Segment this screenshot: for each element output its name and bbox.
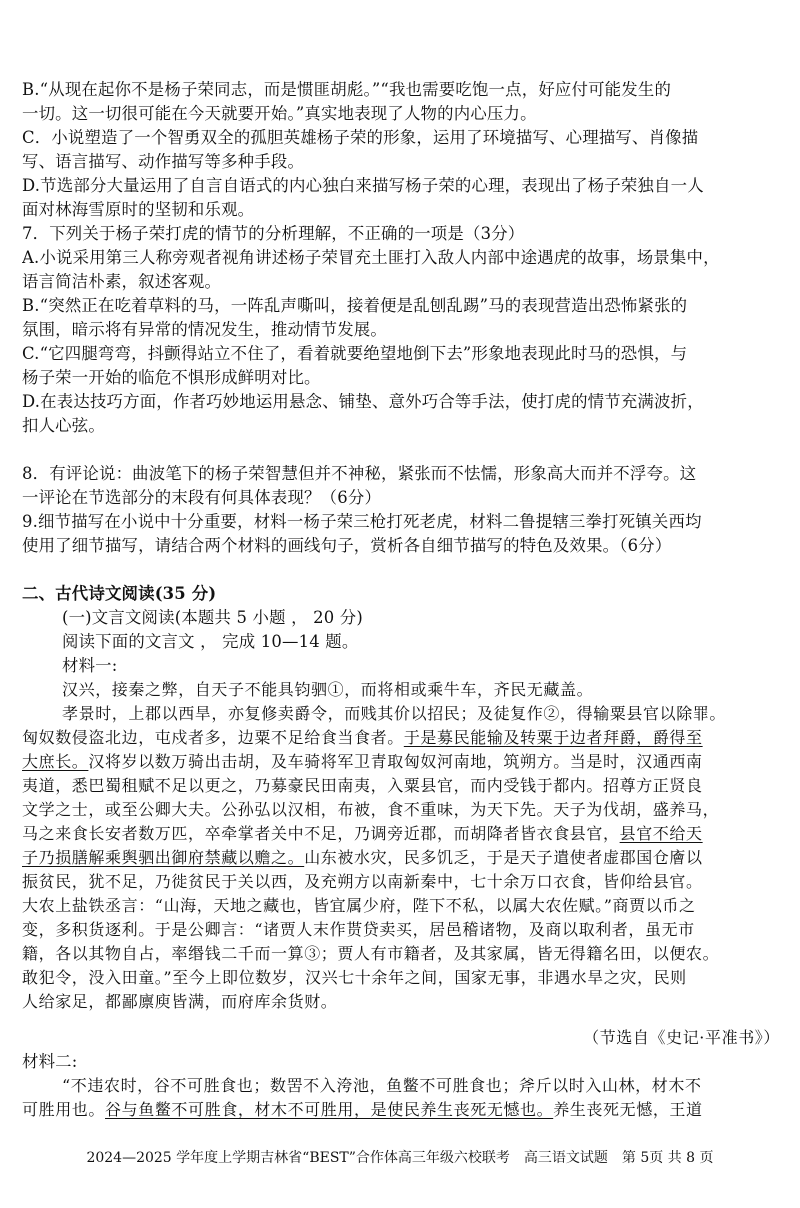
m1-line-9: 振贫民，犹不足，乃徙贫民于关以西，及充朔方以南新秦中，七十余万口衣食，皆仰给县官。 <box>22 872 703 891</box>
m1-line-13: 敢犯令，没入田童。”至今上即位数岁，汉兴七十余年之间，国家无事，非遇水旱之灾，民则 <box>22 968 687 987</box>
m1-line-3-text: 匈奴数侵盗北边，屯戍者多，边粟不足给食当食者。 <box>22 728 404 747</box>
underlined-sentence-1b: 大庶长。 <box>22 752 89 771</box>
q7-option-b-line-1: B.“突然正在吃着草料的马，一阵乱声嘶叫，接着便是乱刨乱踢”马的表现营造出恐怖紧张的 <box>22 296 688 315</box>
m2-line-2-tail: 养生丧死无憾，王道 <box>553 1100 703 1119</box>
question-9-line-2: 使用了细节描写，请结合两个材料的画线句子，赏析各自细节描写的特色及效果。（6分） <box>22 536 672 555</box>
m1-line-10: 大农上盐铁丞言：“山海，天地之藏也，皆宜属少府，陛下不私，以属大农佐赋。”商贾以币之 <box>22 896 696 915</box>
m1-line-3 <box>22 727 780 749</box>
m1-line-8-text: 山东被水灾，民多饥乏，于是天子遣使者虚郡国仓廥以 <box>304 848 703 867</box>
m2-line-1: “不违农时，谷不可胜食也；数罟不入洿池，鱼鳖不可胜食也；斧斤以时入山林，材木不 <box>62 1076 702 1095</box>
m1-line-14: 人给家足，都鄙廪庾皆满，而府库余货财。 <box>22 992 338 1011</box>
m2-line-2-text: 可胜用也。 <box>22 1100 106 1119</box>
underlined-sentence-2a: 县官不给天 <box>619 824 703 843</box>
m1-line-8 <box>22 847 780 869</box>
option-d-line-2: 面对林海雪原时的坚韧和乐观。 <box>22 200 255 219</box>
underlined-sentence-3: 谷与鱼鳖不可胜食，材木不可胜用，是使民养生丧死无憾也。 <box>105 1100 554 1119</box>
q7-option-b-line-2: 氛围，暗示将有异常的情况发生，推动情节发展。 <box>22 320 387 339</box>
page-footer: 2024—2025 学年度上学期吉林省“BEST”合作体高三年级六校联考 高三语文试题 第 5页 共 8 页 <box>86 1150 714 1166</box>
m1-line-4-text: 汉将岁以数万骑出击胡，及车骑将军卫青取匈奴河南地，筑朔方。当是时，汉通西南 <box>88 752 703 771</box>
question-8-line-2: 一评论在节选部分的末段有何具体表现？（6分） <box>22 488 382 507</box>
question-8-line-1: 8．有评论说：曲波笔下的杨子荣智慧但并不神秘，紧张而不怯懦，形象高大而并不浮夸。这 <box>22 464 697 483</box>
question-9-line-1: 9.细节描写在小说中十分重要，材料一杨子荣三枪打死老虎，材料二鲁提辖三拳打死镇关西均 <box>22 512 702 531</box>
underlined-sentence-1a: 于是募民能输及转粟于边者拜爵，爵得至 <box>403 728 703 747</box>
m2-line-2 <box>22 1099 780 1121</box>
question-7: 7．下列关于杨子荣打虎的情节的分析理解，不正确的一项是（3分） <box>22 224 525 243</box>
q7-option-c-line-1: C.“它四腿弯弯，抖颤得站立不住了，看着就要绝望地倒下去”形象地表现此时马的恐惧，与 <box>22 344 688 363</box>
m1-line-1: 汉兴，接秦之弊，自天子不能具钧驷①，而将相或乘牛车，齐民无藏盖。 <box>62 680 594 699</box>
material-2-label: 材料二: <box>22 1052 78 1071</box>
section-title: 二、古代诗文阅读(35 分) <box>22 584 217 603</box>
m1-line-2: 孝景时，上郡以西旱，亦复修卖爵令，而贱其价以招民；及徒复作②，得输粟县官以除罪。 <box>62 704 727 723</box>
m1-line-7 <box>22 823 780 845</box>
option-c-line-1: C．小说塑造了一个智勇双全的孤胆英雄杨子荣的形象，运用了环境描写、心理描写、肖像描 <box>22 128 699 147</box>
underlined-sentence-2b: 子乃损膳解乘舆驷出御府禁藏以赡之。 <box>22 848 305 867</box>
m1-line-4 <box>22 751 780 773</box>
m1-line-7-text: 马之来食长安者数万匹，卒牵掌者关中不足，乃调旁近郡，而胡降者皆衣食县官， <box>22 824 620 843</box>
q7-option-d-line-2: 扣人心弦。 <box>22 416 105 435</box>
option-b-line-1: B.“从现在起你不是杨子荣同志，而是惯匪胡彪。”“我也需要吃饱一点，好应付可能发生的 <box>22 80 672 99</box>
q7-option-a-line-2: 语言简洁朴素，叙述客观。 <box>22 272 222 291</box>
option-b-line-2: 一切。这一切很可能在今天就要开始。”真实地表现了人物的内心压力。 <box>22 104 537 123</box>
subsection-title: (一)文言文阅读(本题共 5 小题 ， 20 分) <box>62 608 363 627</box>
material-1-label: 材料一: <box>62 656 118 675</box>
m1-line-5: 夷道，悉巴蜀租赋不足以更之，乃募豪民田南夷，入粟县官，而内受钱于都内。招尊方正贤良 <box>22 776 703 795</box>
m1-line-11: 变，多积货逐利。于是公卿言：“诸贾人末作贳贷卖买，居邑稽诸物，及商以取利者，虽无市 <box>22 920 695 939</box>
q7-option-a-line-1: A.小说采用第三人称旁观者视角讲述杨子荣冒充土匪打入敌人内部中途遇虎的故事，场景集中， <box>22 248 720 267</box>
q7-option-c-line-2: 杨子荣一开始的临危不惧形成鲜明对比。 <box>22 368 321 387</box>
option-c-line-2: 写、语言描写、动作描写等多种手段。 <box>22 152 305 171</box>
q7-option-d-line-1: D.在表达技巧方面，作者巧妙地运用悬念、铺垫、意外巧合等手法，使打虎的情节充满波折， <box>22 392 704 411</box>
instruction: 阅读下面的文言文 ， 完成 10—14 题。 <box>62 632 359 651</box>
m1-line-12: 籍，各以其物自占，率缗钱二千而一算③；贾人有市籍者，及其家属，皆无得籍名田，以便农。 <box>22 944 720 963</box>
m1-line-6: 文学之士，或至公卿大夫。公孙弘以汉相，布被，食不重味，为天下先。天子为伐胡，盛养马， <box>22 800 720 819</box>
source-citation: （节选自《史记·平准书》） <box>583 1028 780 1047</box>
option-d-line-1: D.节选部分大量运用了自言自语式的内心独白来描写杨子荣的心理，表现出了杨子荣独自一人 <box>22 176 704 195</box>
